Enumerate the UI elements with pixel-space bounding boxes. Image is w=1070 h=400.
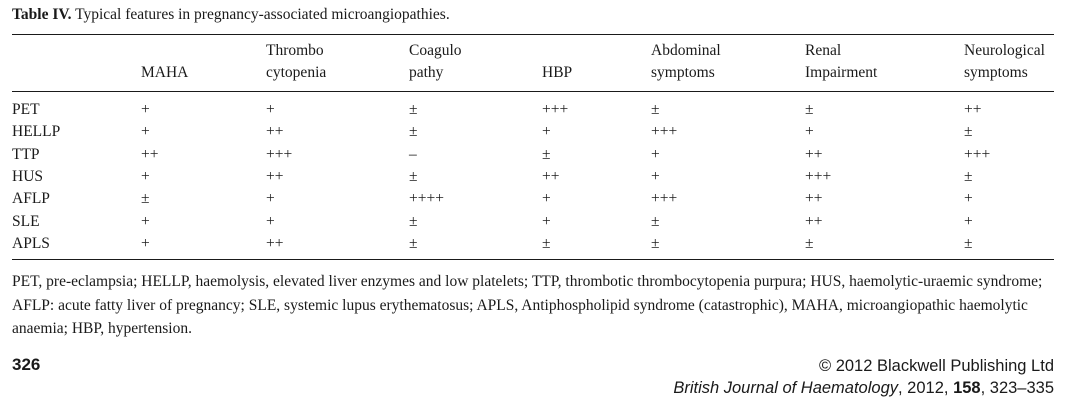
row-label: TTP bbox=[12, 145, 40, 163]
table-cell: +++ bbox=[651, 123, 678, 141]
table-cell: ++ bbox=[266, 167, 284, 185]
table-cell: +++ bbox=[651, 190, 678, 208]
table-cell: ++ bbox=[141, 145, 159, 163]
table-header-rule bbox=[12, 91, 1054, 92]
table-cell: + bbox=[542, 190, 551, 208]
table-top-rule bbox=[12, 34, 1054, 35]
row-label: HUS bbox=[12, 167, 44, 185]
column-header-hbp: HBP bbox=[542, 64, 573, 81]
row-label: PET bbox=[12, 101, 40, 118]
table-cell: ++ bbox=[266, 234, 284, 252]
table-cell: ± bbox=[805, 101, 814, 118]
table-cell: ± bbox=[409, 212, 418, 230]
table-cell: + bbox=[141, 234, 150, 252]
table-cell: ++ bbox=[542, 167, 560, 185]
table-cell: + bbox=[805, 123, 814, 141]
table-cell: + bbox=[651, 145, 660, 163]
table-cell: + bbox=[542, 212, 551, 230]
table-cell: + bbox=[542, 123, 551, 141]
table-cell: ++ bbox=[964, 101, 982, 118]
table-cell: + bbox=[141, 101, 150, 118]
table-caption bbox=[12, 6, 450, 24]
table-cell: ± bbox=[805, 234, 814, 252]
journal-volume: 158 bbox=[953, 379, 981, 397]
table-cell: + bbox=[141, 123, 150, 141]
table-cell: ± bbox=[964, 234, 973, 252]
table-cell: ++ bbox=[805, 145, 823, 163]
column-header-maha: MAHA bbox=[141, 64, 189, 81]
column-header-thrombocytopenia: Thrombo cytopenia bbox=[266, 42, 327, 81]
table-cell: ± bbox=[651, 101, 660, 118]
table-cell: ± bbox=[651, 212, 660, 230]
table-cell: + bbox=[651, 167, 660, 185]
table-footnote: PET, pre-eclampsia; HELLP, haemolysis, elevated liver enzymes and low platelets; TTP, thrombotic thrombocytopenia purpura; HUS, haemolytic-uraemic syndrome; AFLP: acute fatty liver of pregnancy; SLE, systemic lupus erythematosus; APLS, Antiphospholipid syndrome (catastrophic), MAHA, microangiopathic haemolytic anaemia; HBP, hypertension. bbox=[12, 273, 1043, 337]
table-row bbox=[0, 233, 1070, 255]
table-cell: ± bbox=[542, 234, 551, 252]
row-label: AFLP bbox=[12, 190, 50, 208]
column-header-renal-impairment: Renal Impairment bbox=[805, 42, 878, 81]
table-row bbox=[0, 166, 1070, 188]
row-label: HELLP bbox=[12, 123, 61, 141]
journal-year: , 2012, bbox=[898, 379, 954, 397]
table-cell: ++++ bbox=[409, 190, 444, 208]
table-cell: +++ bbox=[964, 145, 991, 163]
journal-name: British Journal of Haematology bbox=[673, 379, 899, 397]
table-title: Typical features in pregnancy-associated microangiopathies. bbox=[75, 6, 450, 23]
table-cell: +++ bbox=[542, 101, 569, 118]
table-cell: ± bbox=[409, 234, 418, 252]
column-header-neurological-symptoms: Neurological symptoms bbox=[964, 42, 1045, 81]
table-cell: + bbox=[964, 190, 973, 208]
table-row bbox=[0, 188, 1070, 210]
table-cell: + bbox=[964, 212, 973, 230]
table-row bbox=[0, 144, 1070, 166]
table-cell: – bbox=[409, 145, 417, 163]
table-cell: ± bbox=[964, 123, 973, 141]
page-number: 326 bbox=[12, 355, 41, 374]
table-cell: ± bbox=[141, 190, 150, 208]
table-cell: ++ bbox=[805, 190, 823, 208]
column-header-coagulopathy: Coagulo pathy bbox=[409, 42, 462, 81]
table-cell: ± bbox=[409, 123, 418, 141]
table-cell: ± bbox=[542, 145, 551, 163]
table-bottom-rule bbox=[12, 259, 1054, 260]
table-cell: + bbox=[266, 190, 275, 208]
table-row bbox=[0, 99, 1070, 121]
table-label: Table IV. bbox=[12, 6, 72, 23]
row-label: SLE bbox=[12, 212, 40, 230]
journal-citation bbox=[673, 379, 1054, 398]
table-cell: ++ bbox=[266, 123, 284, 141]
row-label: APLS bbox=[12, 234, 50, 252]
table-cell: ± bbox=[409, 167, 418, 185]
table-cell: ± bbox=[964, 167, 973, 185]
publisher-line: © 2012 Blackwell Publishing Ltd bbox=[818, 357, 1054, 375]
table-cell: + bbox=[266, 101, 275, 118]
column-header-abdominal-symptoms: Abdominal symptoms bbox=[651, 42, 721, 81]
table-row bbox=[0, 211, 1070, 233]
table-cell: ± bbox=[409, 101, 418, 118]
table-cell: +++ bbox=[805, 167, 832, 185]
table-row bbox=[0, 121, 1070, 143]
table-cell: ± bbox=[651, 234, 660, 252]
table-cell: + bbox=[141, 212, 150, 230]
table-cell: + bbox=[141, 167, 150, 185]
table-cell: +++ bbox=[266, 145, 293, 163]
table-cell: ++ bbox=[805, 212, 823, 230]
journal-pages: , 323–335 bbox=[980, 379, 1054, 397]
table-cell: + bbox=[266, 212, 275, 230]
